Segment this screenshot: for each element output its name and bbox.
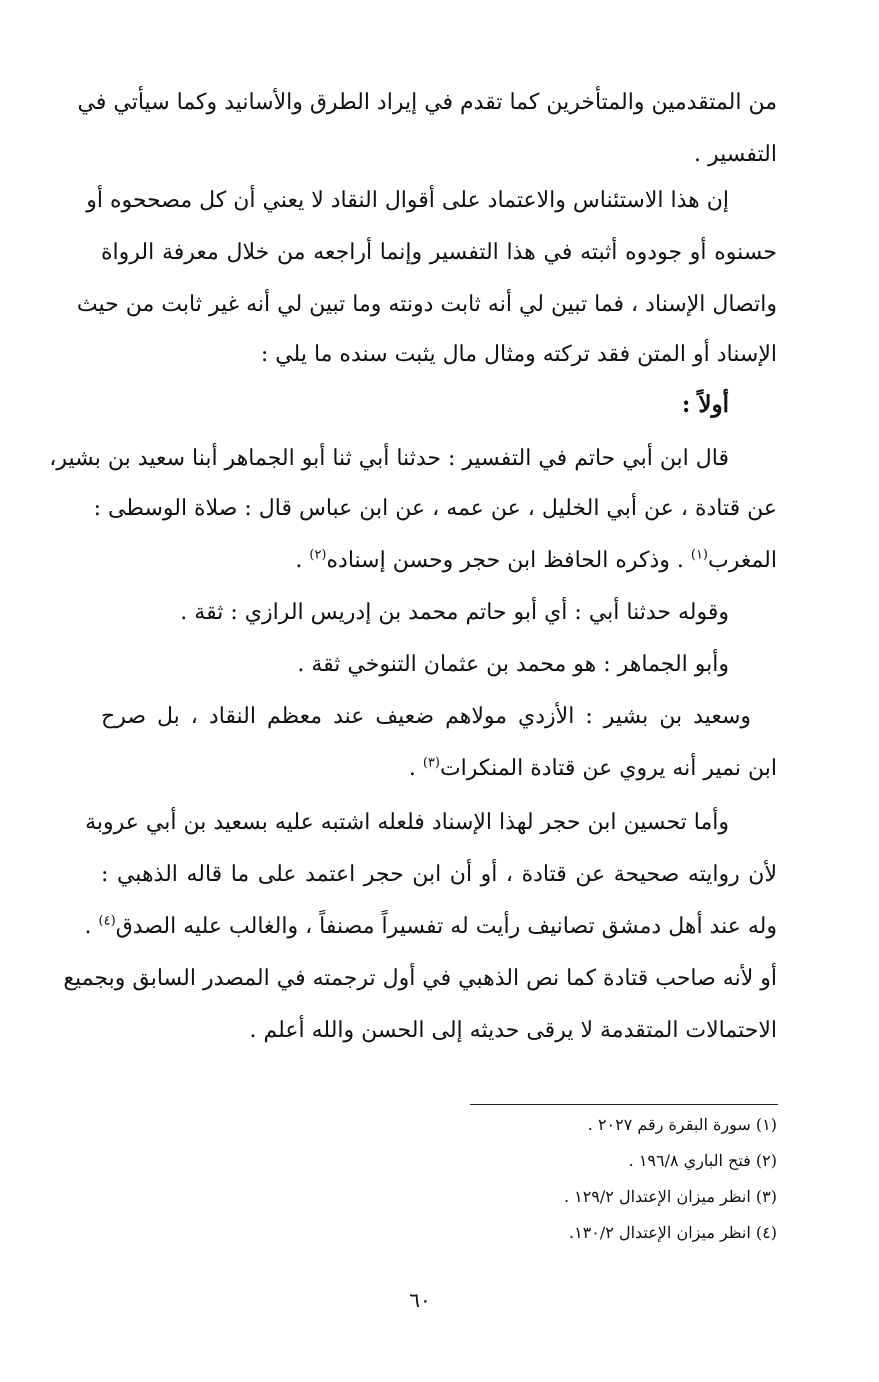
- paragraph-2-line-4: الإسناد أو المتن فقد تركته ومثال مال يثبت سنده ما يلي :: [260, 342, 777, 367]
- paragraph-7-line-1: وأما تحسين ابن حجر لهذا الإسناد فلعله اشتبه عليه بسعيد بن أبي عروبة: [85, 810, 729, 835]
- footnote-1: (١) سورة البقرة رقم ٢٠٢٧ .: [587, 1115, 777, 1134]
- footnote-3: (٣) انظر ميزان الإعتدال ١٢٩/٢ .: [563, 1187, 777, 1206]
- paragraph-6-text-b: .: [408, 756, 423, 781]
- footnote-divider: [470, 1104, 778, 1105]
- paragraph-3-text-c: .: [295, 548, 310, 573]
- paragraph-1-line-1: من المتقدمين والمتأخرين كما تقدم في إيراد الطرق والأسانيد وكما سيأتي في: [77, 90, 777, 115]
- footnote-ref-1[interactable]: (١): [690, 547, 708, 563]
- paragraph-6-line-1: وسعيد بن بشير : الأزدي مولاهم ضعيف عند معظم النقاد ، بل صرح: [101, 704, 751, 729]
- paragraph-3-line-1: قال ابن أبي حاتم في التفسير : حدثنا أبي ثنا أبو الجماهر أبنا سعيد بن بشير،: [49, 446, 729, 471]
- paragraph-7-line-4: أو لأنه صاحب قتادة كما نص الذهبي في أول ترجمته في المصدر السابق وبجميع: [63, 966, 777, 991]
- footnote-4: (٤) انظر ميزان الإعتدال ١٣٠/٢.: [569, 1223, 777, 1242]
- paragraph-7-line-5: الاحتمالات المتقدمة لا يرقى حديثه إلى الحسن والله أعلم .: [249, 1018, 777, 1043]
- paragraph-3-line-2: عن قتادة ، عن أبي الخليل ، عن عمه ، عن ابن عباس قال : صلاة الوسطى :: [93, 496, 777, 521]
- footnote-ref-2[interactable]: (٢): [309, 547, 327, 563]
- paragraph-3-line-3: [101, 546, 777, 576]
- paragraph-5: وأبو الجماهر : هو محمد بن عثمان التنوخي ثقة .: [297, 652, 729, 677]
- paragraph-2-line-3: واتصال الإسناد ، فما تبين لي أنه ثابت دونته وما تبين لي أنه غير ثابت من حيث: [76, 292, 777, 317]
- paragraph-7-line-2: لأن روايته صحيحة عن قتادة ، أو أن ابن حجر اعتمد على ما قاله الذهبي :: [101, 862, 777, 887]
- paragraph-1-line-2: التفسير .: [694, 142, 777, 167]
- paragraph-7-text-b: .: [84, 914, 99, 939]
- paragraph-6-text-a: ابن نمير أنه يروي عن قتادة المنكرات: [439, 756, 777, 781]
- footnote-ref-3[interactable]: (٣): [422, 755, 440, 771]
- page-number: ٦٠: [409, 1288, 431, 1312]
- paragraph-6-line-2: [101, 754, 777, 784]
- footnote-2: (٢) فتح الباري ١٩٦/٨ .: [628, 1151, 777, 1170]
- paragraph-2-line-2: حسنوه أو جودوه أثبته في هذا التفسير وإنما أراجعه من خلال معرفة الرواة: [101, 240, 777, 265]
- footnote-ref-4[interactable]: (٤): [98, 913, 116, 929]
- paragraph-3-text-b: . وذكره الحافظ ابن حجر وحسن إسناده: [326, 548, 691, 573]
- paragraph-4: وقوله حدثنا أبي : أي أبو حاتم محمد بن إدريس الرازي : ثقة .: [180, 600, 729, 625]
- section-heading: أولاً :: [681, 391, 729, 418]
- paragraph-2-line-1: إن هذا الاستئناس والاعتماد على أقوال النقاد لا يعني أن كل مصححوه أو: [86, 188, 729, 213]
- paragraph-7-text-a: وله عند أهل دمشق تصانيف رأيت له تفسيراً مصنفاً ، والغالب عليه الصدق: [115, 914, 777, 939]
- paragraph-7-line-3: [84, 912, 777, 942]
- paragraph-3-text-a: المغرب: [708, 548, 777, 573]
